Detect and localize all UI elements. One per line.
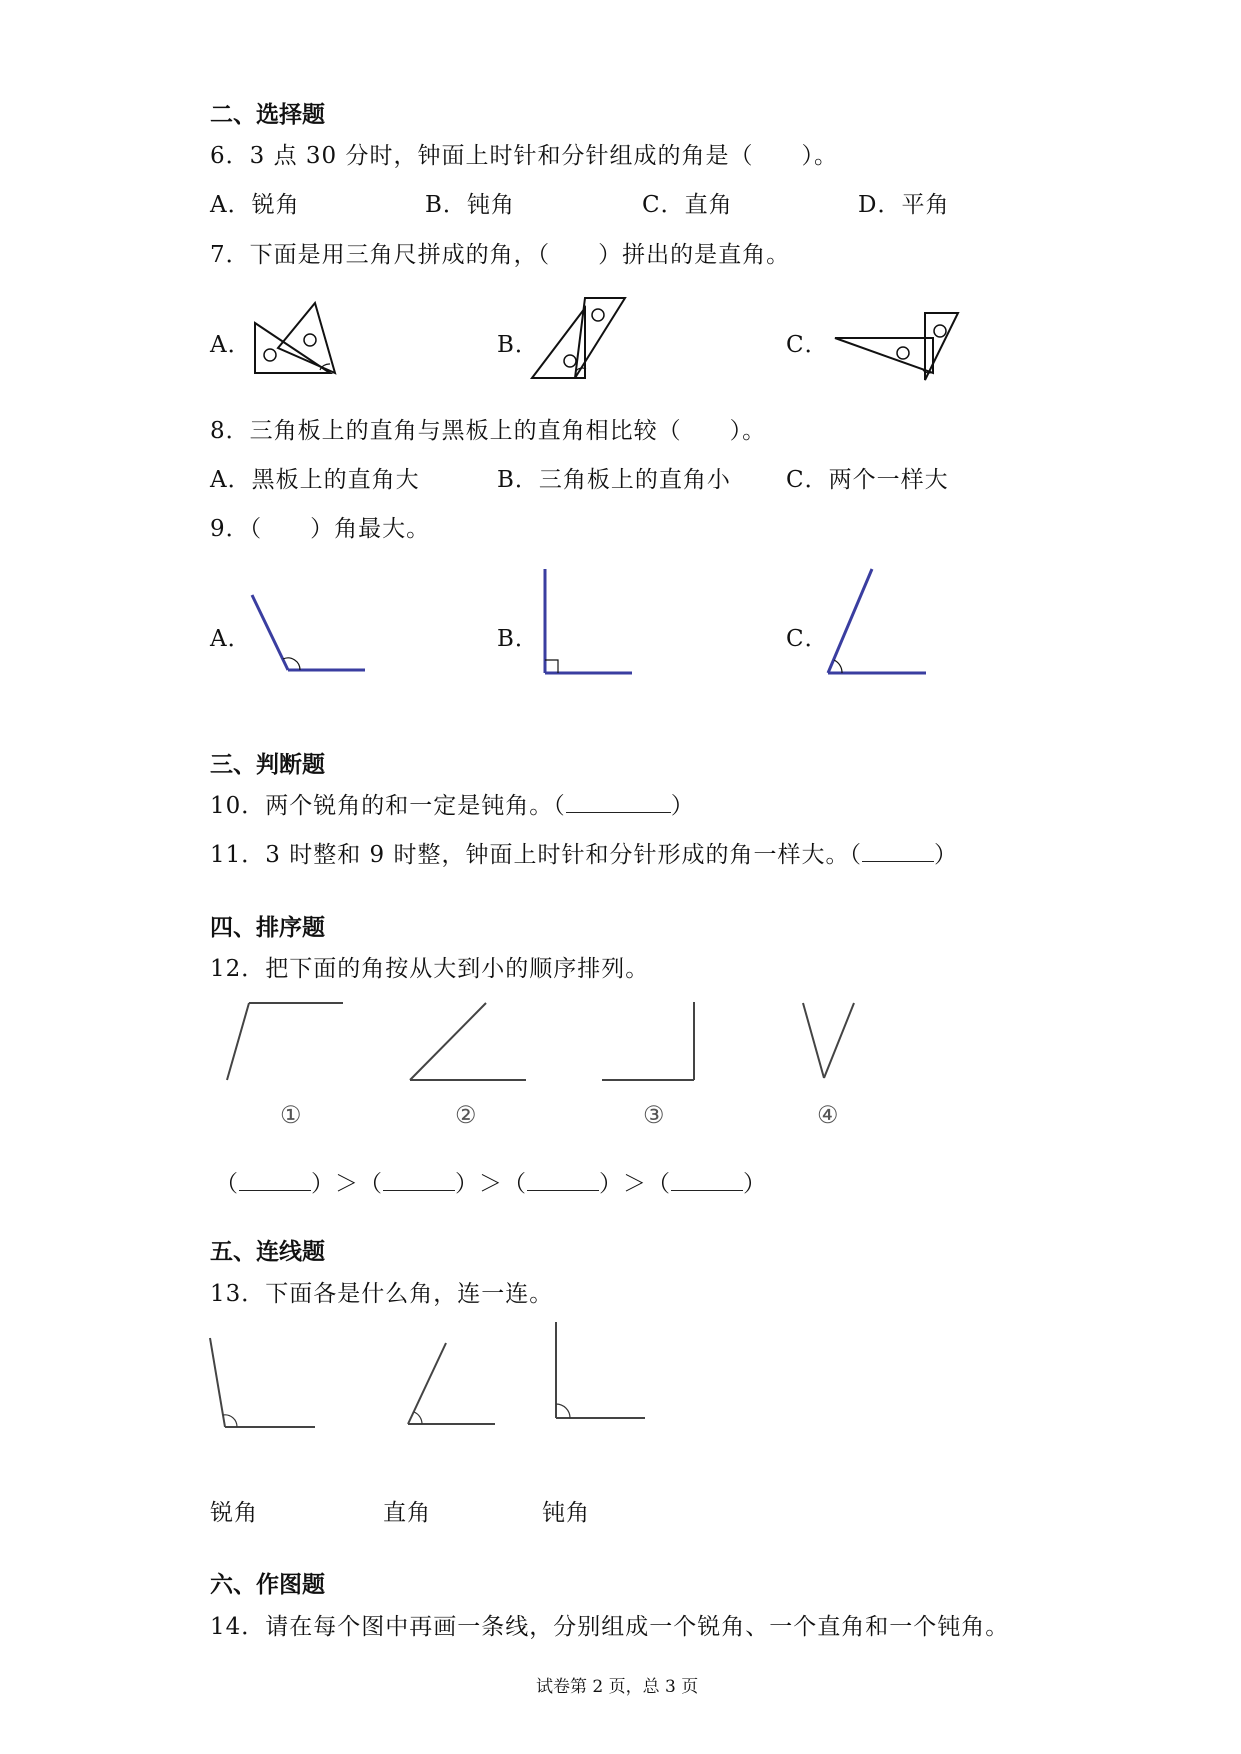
q9-angle-c	[820, 567, 930, 682]
question-8: 8．三角板上的直角与黑板上的直角相比较（ ）。	[210, 418, 767, 444]
q12-numeral-1: ①	[280, 1101, 302, 1129]
q12-gt-2: ＞	[479, 1171, 503, 1197]
q13-name-1: 锐角	[210, 1500, 258, 1526]
q7-label-a: A．	[210, 332, 252, 358]
q12-open-1: （	[215, 1171, 239, 1197]
q12-open-4: （	[647, 1171, 671, 1197]
q10-answer-blank[interactable]	[566, 794, 671, 813]
q12-blank-1[interactable]	[239, 1172, 311, 1191]
q12-blank-2[interactable]	[383, 1172, 455, 1191]
q11-answer-blank[interactable]	[862, 843, 934, 862]
q8-option-b: B．三角板上的直角小	[497, 467, 731, 493]
q12-angle-4	[800, 1000, 860, 1085]
question-11-text: 11．3 时整和 9 时整，钟面上时针和分针形成的角一样大。（	[210, 842, 862, 868]
question-7: 7．下面是用三角尺拼成的角，（ ）拼出的是直角。	[210, 242, 791, 268]
section-title-order: 四、排序题	[210, 915, 325, 941]
section-title-match: 五、连线题	[210, 1239, 325, 1265]
q13-angle-3	[550, 1320, 650, 1425]
q12-close-2: ）	[455, 1171, 479, 1197]
q13-name-3: 钝角	[542, 1500, 590, 1526]
question-10	[210, 787, 695, 820]
q6-option-c: C．直角	[642, 192, 733, 218]
q12-numeral-4: ④	[817, 1101, 839, 1129]
q12-numeral-3: ③	[643, 1101, 665, 1129]
question-14: 14．请在每个图中再画一条线，分别组成一个锐角、一个直角和一个钝角。	[210, 1614, 1010, 1640]
q12-blank-4[interactable]	[671, 1172, 743, 1191]
question-6: 6．3 点 30 分时，钟面上时针和分针组成的角是（ ）。	[210, 143, 838, 169]
question-11-close: ）	[933, 842, 958, 868]
q12-gt-3: ＞	[623, 1171, 647, 1197]
q13-angle-2	[400, 1340, 500, 1430]
q7-figure-b	[530, 293, 635, 383]
q8-option-c: C．两个一样大	[786, 467, 949, 493]
q12-open-3: （	[503, 1171, 527, 1197]
q9-label-a: A．	[210, 626, 252, 652]
q7-figure-c	[833, 308, 963, 383]
page-footer: 试卷第 2 页，总 3 页	[536, 1677, 699, 1697]
q7-label-c: C．	[786, 332, 829, 358]
q12-close-1: ）	[311, 1171, 335, 1197]
q9-angle-a	[250, 590, 370, 680]
q12-gt-1: ＞	[335, 1171, 359, 1197]
question-9: 9．（ ）角最大。	[210, 516, 431, 542]
q7-figure-a	[250, 298, 340, 378]
q6-option-d: D．平角	[858, 192, 950, 218]
q8-option-a: A．黑板上的直角大	[210, 467, 420, 493]
q6-option-b: B．钝角	[425, 192, 515, 218]
q12-angle-3	[600, 1000, 700, 1085]
question-11	[210, 836, 958, 869]
question-13: 13．下面各是什么角，连一连。	[210, 1281, 554, 1307]
q9-label-b: B．	[497, 626, 539, 652]
q12-blank-3[interactable]	[527, 1172, 599, 1191]
q13-name-2: 直角	[383, 1500, 431, 1526]
q12-close-4: ）	[743, 1171, 767, 1197]
question-12: 12．把下面的角按从大到小的顺序排列。	[210, 956, 650, 982]
q7-label-b: B．	[497, 332, 539, 358]
section-title-draw: 六、作图题	[210, 1572, 325, 1598]
q13-angle-1	[205, 1335, 320, 1433]
q12-angle-1	[225, 1000, 345, 1085]
q12-open-2: （	[359, 1171, 383, 1197]
q12-angle-2	[408, 1000, 528, 1085]
q9-label-c: C．	[786, 626, 829, 652]
section-title-choice: 二、选择题	[210, 102, 325, 128]
q6-option-a: A．锐角	[210, 192, 300, 218]
section-title-judge: 三、判断题	[210, 752, 325, 778]
q12-order-answer	[215, 1165, 767, 1198]
q12-close-3: ）	[599, 1171, 623, 1197]
question-10-text: 10．两个锐角的和一定是钝角。（	[210, 793, 566, 819]
q9-angle-b	[535, 567, 635, 682]
q12-numeral-2: ②	[455, 1101, 477, 1129]
question-10-close: ）	[670, 793, 695, 819]
